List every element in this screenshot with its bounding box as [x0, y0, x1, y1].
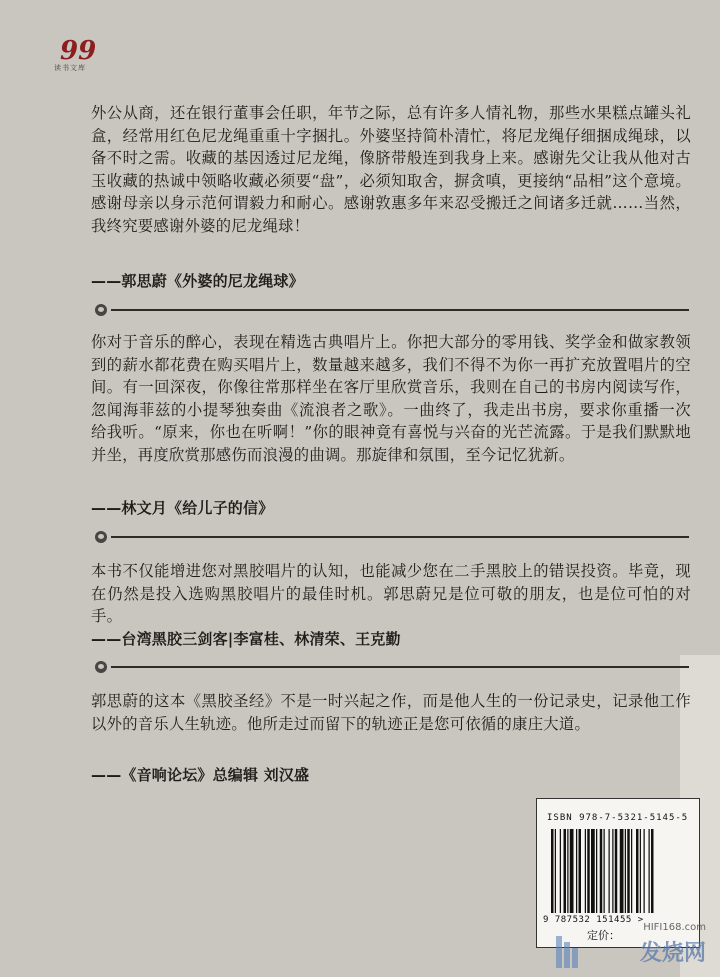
barcode-bars: [549, 829, 689, 913]
publisher-logo: [52, 36, 97, 72]
quote-paragraph-4: 郭思蔚的这本《黑胶圣经》不是一时兴起之作，而是他人生的一份记录史，记录他工作以外的音乐人生轨迹。他所走过而留下的轨迹正是您可依循的康庄大道。: [91, 692, 691, 733]
quote-paragraph-1: 外公从商，还在银行董事会任职，年节之际，总有许多人情礼物，那些水果糕点罐头礼盒，经常用红色尼龙绳重重十字捆扎。外婆坚持简朴清忙，将尼龙绳仔细捆成绳球，以备不时之需。收藏的基因透过尼龙绳，像脐带般连到我身上来。感谢先父让我从他对古玉收藏的热诚中领略收藏必须要“盘”，必须知取舍，摒贪嗔，更接纳“品相”这个意境。感谢母亲以身示范何谓毅力和耐心。感谢敦惠多年来忍受搬迁之间诸多迁就……当然，我终究要感谢外婆的尼龙绳球！: [91, 104, 691, 235]
watermark-url: HIFI168.com: [643, 922, 706, 933]
quote-attribution-4: ——《音响论坛》总编辑 刘汉盛: [91, 766, 310, 784]
quote-attribution-1: ——郭思蔚《外婆的尼龙绳球》: [91, 272, 304, 290]
price-label: 定价：: [587, 929, 620, 942]
watermark-logo-icon: [554, 932, 580, 972]
site-watermark: [554, 922, 714, 977]
isbn-number: ISBN 978-7-5321-5145-5: [547, 813, 689, 823]
quote-attribution-2: ——林文月《给儿子的信》: [91, 499, 274, 517]
section-divider: [95, 530, 689, 544]
logo-mark: 99: [60, 36, 97, 66]
divider-dot-icon: [95, 304, 107, 316]
divider-dot-icon: [95, 531, 107, 543]
watermark-text: 发烧网: [639, 941, 706, 966]
section-divider: [95, 303, 689, 317]
section-divider: [95, 660, 689, 674]
logo-text: 读书文库: [54, 64, 86, 72]
quote-paragraph-2: 你对于音乐的醉心，表现在精选古典唱片上。你把大部分的零用钱、奖学金和做家教领到的薪水都花费在购买唱片上，数量越来越多，我们不得不为你一再扩充放置唱片的空间。有一回深夜，你像往常那样坐在客厅里欣赏音乐，我则在自己的书房内阅读写作，忽闻海菲兹的小提琴独奏曲《流浪者之歌》。一曲终了，我走出书房，要求你重播一次给我听。“原来，你也在听啊！”你的眼神竟有喜悦与兴奋的光芒流露。于是我们默默地并坐，再度欣赏那感伤而浪漫的曲调。那旋律和氛围，至今记忆犹新。: [91, 333, 691, 464]
quote-attribution-3: ——台湾黑胶三剑客|李富桂、林清荣、王克勤: [91, 630, 401, 648]
barcode-digits: 9 787532 151455 >: [543, 915, 644, 925]
quote-paragraph-3: 本书不仅能增进您对黑胶唱片的认知，也能减少您在二手黑胶上的错误投资。毕竟，现在仍然是投入选购黑胶唱片的最佳时机。郭思蔚兄是位可敬的朋友，也是位可怕的对手。: [91, 562, 691, 626]
divider-dot-icon: [95, 661, 107, 673]
